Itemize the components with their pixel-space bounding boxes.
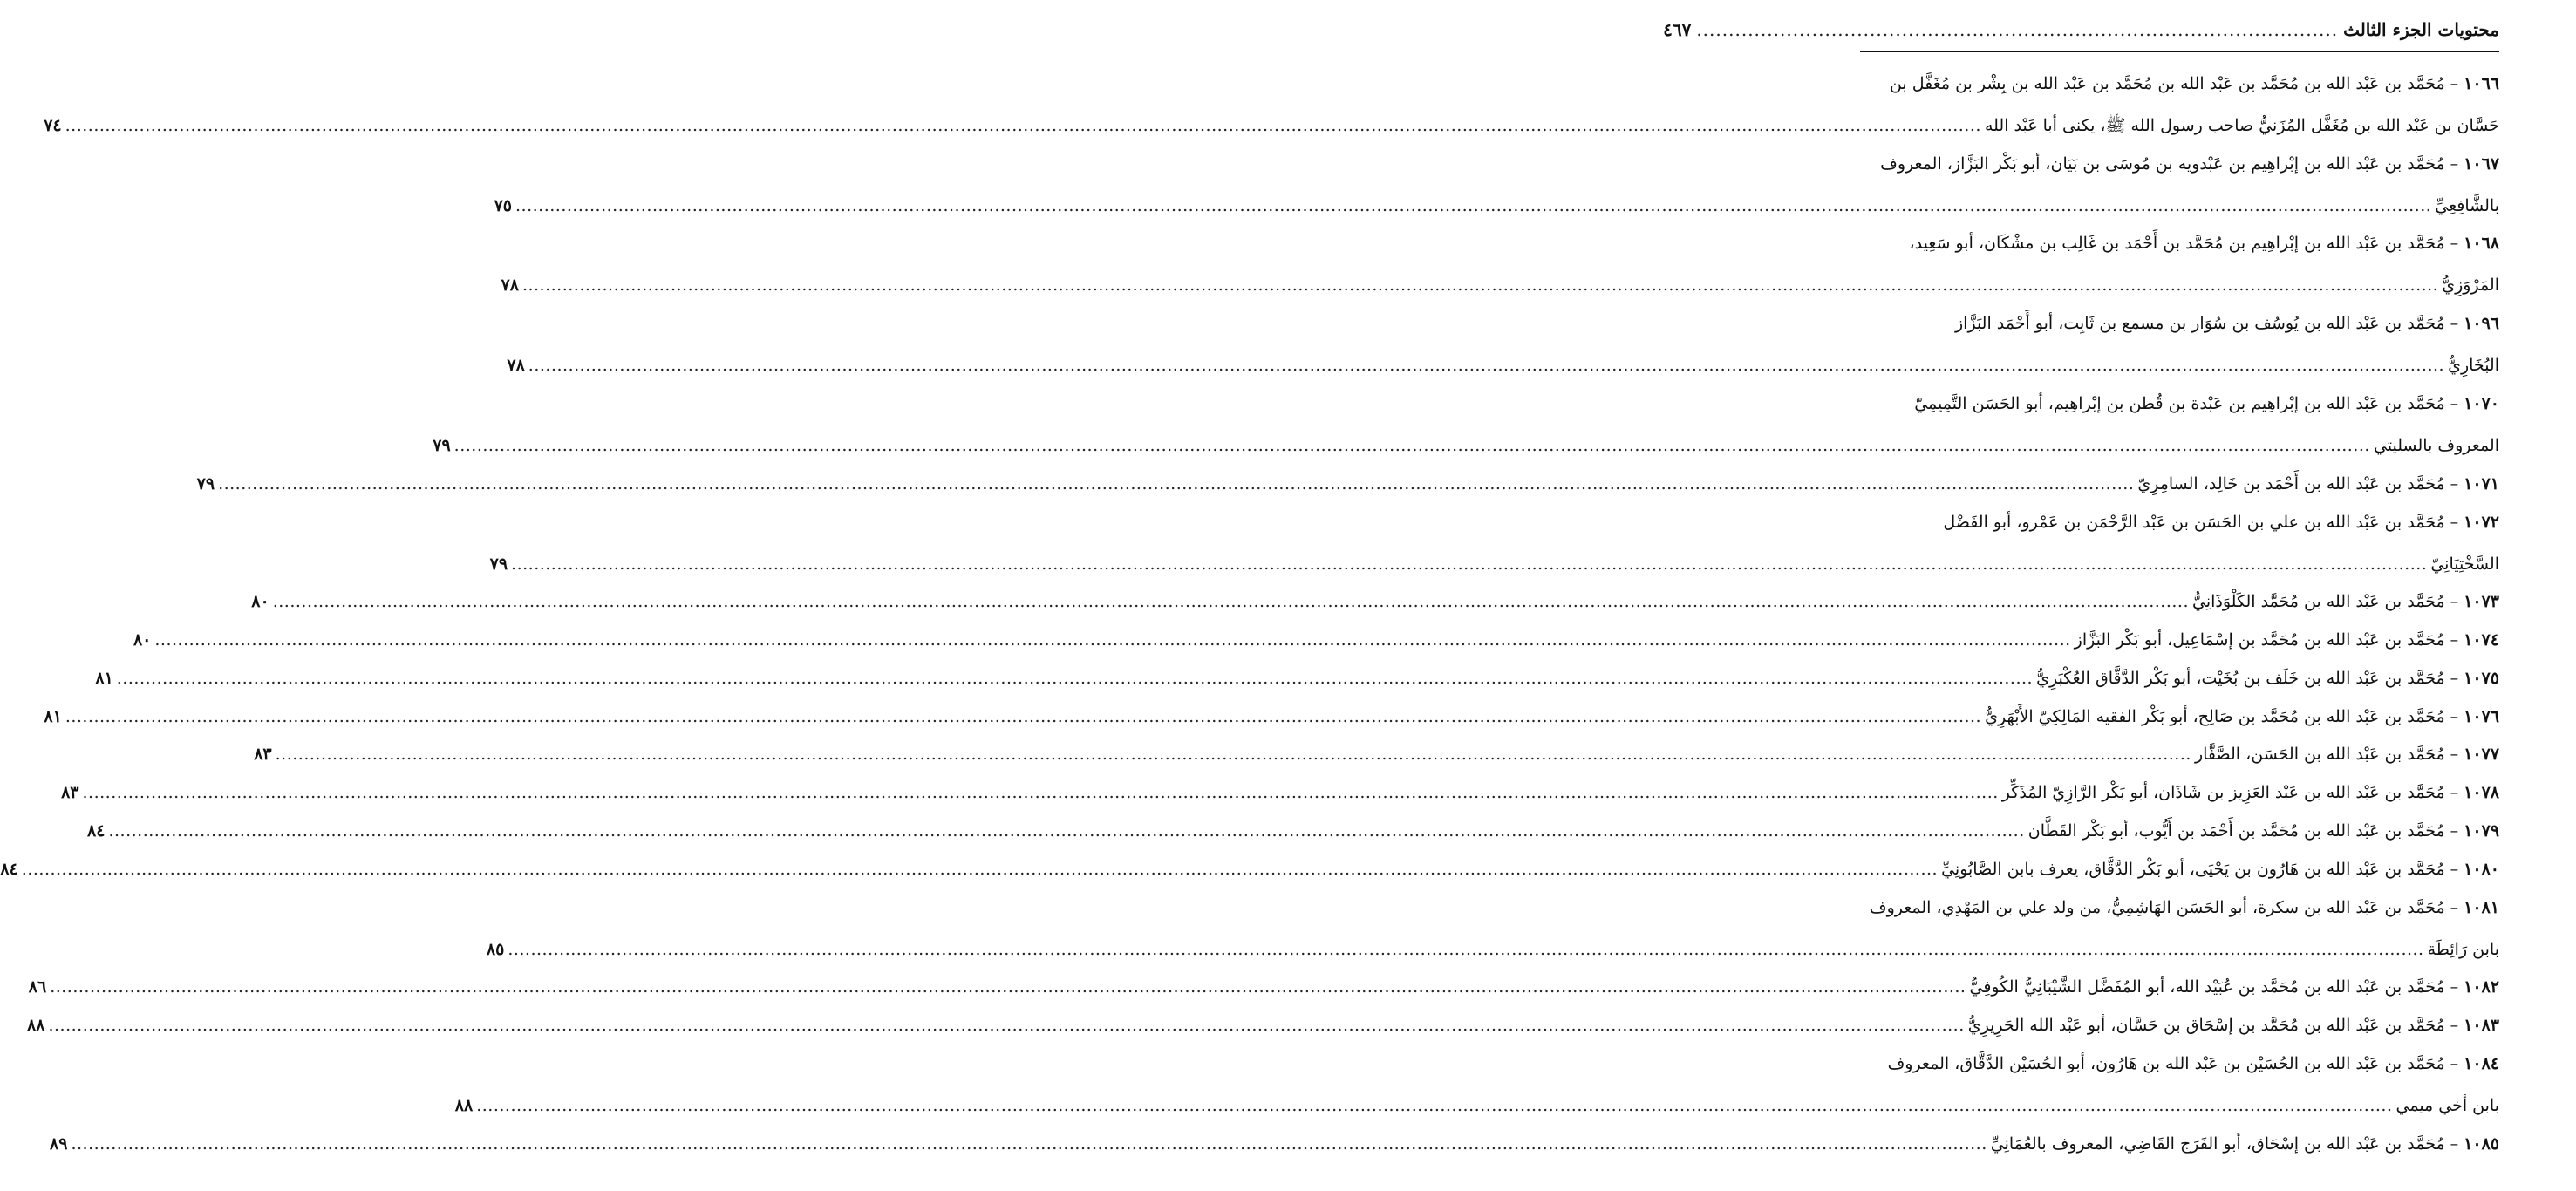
entry-page-number: ٧٨ bbox=[501, 276, 519, 296]
dot-leader bbox=[65, 706, 1981, 727]
toc-entry-continuation-line bbox=[489, 554, 2499, 575]
entry-number: ١٠٨٥ bbox=[2464, 1133, 2499, 1154]
toc-entry-line bbox=[1860, 153, 2499, 174]
entry-page-number: ٨٣ bbox=[61, 783, 79, 803]
dot-leader bbox=[511, 554, 2427, 575]
entry-text: مُحَمَّد بن عَبْد الله بن خَلَف بن بُخَيْت، أبو بَكْر الدَّقَّاق العُكْبَرِيُّ bbox=[2036, 668, 2445, 688]
entry-dash: – bbox=[2450, 1016, 2459, 1036]
entry-page-number: ٨٨ bbox=[454, 1095, 474, 1115]
entry-number: ١٠٧٥ bbox=[2464, 668, 2499, 688]
toc-entry bbox=[28, 969, 2499, 1007]
entry-text: مُحَمَّد بن عَبْد الله بن هَارُون بن يَحْيَى، أبو بَكْر الدَّقَّاق، يعرف بابن الصَّابُونِيِّ bbox=[1941, 859, 2445, 879]
entry-dash: – bbox=[2450, 153, 2459, 174]
entry-dash: – bbox=[2450, 706, 2459, 726]
page-title: محتويات الجزء الثالث bbox=[2343, 19, 2499, 40]
entry-dash: – bbox=[2450, 473, 2459, 493]
entry-number: ١٠٧٧ bbox=[2464, 745, 2499, 765]
entry-page-number: ٨٤ bbox=[0, 859, 18, 879]
toc-entry-continuation-line bbox=[486, 939, 2499, 960]
toc-entry-line bbox=[27, 1015, 2499, 1036]
header-dot-leader: .................................................................................................... bbox=[1696, 19, 2339, 40]
dot-leader bbox=[65, 115, 1981, 136]
toc-entry bbox=[507, 304, 2499, 385]
toc-entry-line bbox=[1860, 233, 2499, 254]
entry-page-number: ٨٤ bbox=[87, 821, 106, 841]
entry-dash: – bbox=[2450, 859, 2459, 879]
entry-dash: – bbox=[2450, 783, 2459, 803]
toc-entry bbox=[501, 225, 2499, 305]
dot-leader bbox=[515, 195, 2431, 216]
dot-leader bbox=[154, 630, 2070, 650]
toc-page bbox=[0, 19, 2499, 1163]
dot-leader bbox=[48, 1015, 1964, 1036]
entry-text: مُحَمَّد بن عَبْد الله بن مُحَمَّد بن عَبْد الله بن مُحَمَّد بن عَبْد الله بن بِشْر بن مُغَفَّل بن bbox=[1889, 73, 2445, 93]
entry-number: ١٠٦٨ bbox=[2464, 234, 2499, 254]
entry-number: ١٠٧٩ bbox=[2464, 821, 2499, 841]
dot-leader bbox=[22, 859, 1938, 880]
toc-entry bbox=[454, 1045, 2499, 1125]
entry-dash: – bbox=[2450, 977, 2459, 997]
entry-text: مُحَمَّد بن عَبْد الله بن يُوسُف بن سُوَار بن مسمع بن ثَابِت، أبو أَحْمَد البَزَّاز bbox=[1955, 314, 2445, 334]
entry-number: ١٠٧٤ bbox=[2464, 630, 2499, 650]
entry-number: ١٠٨١ bbox=[2464, 897, 2499, 917]
dot-leader bbox=[117, 668, 2033, 689]
entry-text-continued: البُخَارِيُّ bbox=[2448, 356, 2499, 376]
entry-text: مُحَمَّد بن عَبْد الله بن عَبْد العَزِيز بن شَاذَان، أبو بَكْر الرَّازِيّ المُذَكِّر bbox=[2001, 783, 2445, 803]
dot-leader bbox=[476, 1095, 2392, 1116]
entry-number: ١٠٧٨ bbox=[2464, 783, 2499, 803]
entry-text-continued: بالشَّافِعِيِّ bbox=[2435, 195, 2499, 215]
entry-dash: – bbox=[2450, 512, 2459, 532]
entry-page-number: ٨١ bbox=[44, 706, 62, 726]
toc-entry-continuation-line bbox=[44, 115, 2499, 136]
entry-text: مُحَمَّد بن عَبْد الله بن إبْراهِيم بن مُحَمَّد بن أَحْمَد بن غَالِب بن مشْكَان، أبو سَعِيد، bbox=[1909, 234, 2445, 254]
toc-entry bbox=[196, 465, 2499, 503]
entry-page-number: ٨٠ bbox=[251, 592, 269, 612]
entry-text: مُحَمَّد بن عَبْد الله بن مُحَمَّد الكَلْوَذَانِيُّ bbox=[2192, 592, 2445, 612]
entry-page-number: ٧٨ bbox=[507, 356, 525, 376]
entry-text: مُحَمَّد بن عَبْد الله بن إبْراهِيم بن عَبْدة بن قُطن بن إبْراهِيم، أبو الحَسَن التَّمِيمِيّ bbox=[1914, 394, 2445, 414]
toc-entry bbox=[95, 659, 2499, 698]
dot-leader bbox=[71, 1133, 1987, 1154]
toc-entry-line bbox=[0, 859, 2499, 880]
page-number: ٤٦٧ bbox=[1663, 19, 1692, 40]
entry-dash: – bbox=[2450, 1133, 2459, 1154]
entry-text: مُحَمَّد بن عَبْد الله بن إبْراهِيم بن عَبْدويه بن مُوسَى بن بَيَان، أبو بَكْر البَزَّاز، المعروف bbox=[1880, 153, 2445, 174]
entry-page-number: ٧٩ bbox=[433, 436, 451, 456]
entry-page-number: ٧٥ bbox=[494, 195, 512, 215]
entry-text-continued: السَّخْتِيَانِيّ bbox=[2430, 554, 2499, 574]
entry-number: ١٠٨٢ bbox=[2464, 977, 2499, 997]
entry-dash: – bbox=[2450, 592, 2459, 612]
entry-page-number: ٨٣ bbox=[254, 745, 272, 765]
entry-page-number: ٧٩ bbox=[489, 554, 508, 574]
toc-entry-line bbox=[28, 977, 2499, 997]
entry-number: ١٠٨٤ bbox=[2464, 1053, 2499, 1073]
entry-number: ١٠٧٣ bbox=[2464, 592, 2499, 612]
entry-dash: – bbox=[2450, 821, 2459, 841]
toc-entry-continuation-line bbox=[494, 195, 2499, 216]
toc-entry-continuation-line bbox=[501, 275, 2499, 296]
toc-entry-line bbox=[133, 630, 2499, 650]
toc-entry bbox=[486, 888, 2499, 969]
entry-dash: – bbox=[2450, 73, 2459, 93]
entry-dash: – bbox=[2450, 668, 2459, 688]
toc-entry bbox=[61, 773, 2499, 812]
entry-text: مُحَمَّد بن عَبْد الله بن إسْحَاق، أبو الفَرَج القَاضِي، المعروف بالعُمَانِيِّ bbox=[1990, 1133, 2445, 1154]
entry-page-number: ٧٩ bbox=[196, 473, 215, 493]
toc-entry-line bbox=[44, 706, 2499, 727]
entry-page-number: ٨٥ bbox=[486, 939, 505, 959]
entry-number: ١٠٧٦ bbox=[2464, 706, 2499, 726]
toc-entry-line bbox=[1860, 897, 2499, 918]
entry-text-continued: المعروف بالسليتي bbox=[2373, 436, 2499, 456]
entry-dash: – bbox=[2450, 234, 2459, 254]
dot-leader bbox=[276, 744, 2191, 765]
toc-entry-line bbox=[1860, 512, 2499, 533]
entry-text: مُحَمَّد بن عَبْد الله بن مُحَمَّد بن إسْحَاق بن حَسَّان، أبو عَبْد الله الحَرِيرِيُّ bbox=[1967, 1016, 2445, 1036]
toc-entry-line bbox=[95, 668, 2499, 689]
entry-page-number: ٨٩ bbox=[50, 1133, 68, 1154]
toc-entry bbox=[50, 1125, 2499, 1163]
entry-text: مُحَمَّد بن عَبْد الله بن الحَسَن، الصَّفَّار bbox=[2194, 745, 2445, 765]
dot-leader bbox=[50, 977, 1966, 997]
entry-number: ١٠٨٣ bbox=[2464, 1016, 2499, 1036]
entry-number: ١٠٦٦ bbox=[2464, 73, 2499, 93]
entry-page-number: ٨٠ bbox=[133, 630, 152, 650]
toc-entry-line bbox=[251, 591, 2499, 612]
entry-dash: – bbox=[2450, 630, 2459, 650]
dot-leader bbox=[522, 275, 2438, 296]
entry-number: ١٠٩٦ bbox=[2464, 314, 2499, 334]
toc-entry bbox=[433, 385, 2499, 465]
toc-entry bbox=[133, 621, 2499, 659]
toc-entry bbox=[44, 65, 2499, 145]
entry-dash: – bbox=[2450, 314, 2459, 334]
dot-leader bbox=[454, 435, 2370, 456]
toc-entry-line bbox=[254, 744, 2499, 765]
entry-text: مُحَمَّد بن عَبْد الله بن الحُسَيْن بن عَبْد الله بن هَارُون، أبو الحُسَيْن الدَّقَّاق، المعروف bbox=[1887, 1053, 2445, 1073]
entry-text: مُحَمَّد بن عَبْد الله بن مُحَمَّد بن عُبَيْد الله، أبو المُفَضَّل الشَّيْبَانِيُّ الكُوفِيُّ bbox=[1969, 977, 2445, 997]
dot-leader bbox=[83, 782, 1999, 803]
entry-dash: – bbox=[2450, 394, 2459, 414]
toc-entry-line bbox=[1860, 393, 2499, 414]
entry-page-number: ٨٨ bbox=[27, 1016, 45, 1036]
entry-dash: – bbox=[2450, 897, 2459, 917]
entry-dash: – bbox=[2450, 745, 2459, 765]
toc-entry-line bbox=[1860, 313, 2499, 334]
toc-entry-continuation-line bbox=[454, 1095, 2499, 1116]
entry-text: مُحَمَّد بن عَبْد الله بن سكرة، أبو الحَسَن الهَاشِمِيُّ، من ولد علي بن المَهْدِي، المعروف bbox=[1869, 897, 2445, 917]
dot-leader bbox=[218, 473, 2134, 494]
toc-entry-line bbox=[61, 782, 2499, 803]
toc-entry bbox=[494, 145, 2499, 225]
toc-entry bbox=[27, 1006, 2499, 1045]
toc-entry-continuation-line bbox=[507, 355, 2499, 376]
toc-entry bbox=[44, 698, 2499, 736]
entry-page-number: ٧٤ bbox=[44, 115, 62, 135]
toc-entry-list bbox=[0, 65, 2499, 1163]
toc-entry bbox=[87, 812, 2499, 850]
toc-entry bbox=[251, 582, 2499, 621]
dot-leader bbox=[108, 820, 2024, 841]
dot-leader bbox=[528, 355, 2444, 376]
entry-number: ١٠٧١ bbox=[2464, 473, 2499, 493]
entry-text: مُحَمَّد بن عَبْد الله بن مُحَمَّد بن أَحْمَد بن أَيُّوب، أبو بَكْر القَطَّان bbox=[2027, 821, 2445, 841]
entry-text-continued: بابن أخي ميمي bbox=[2395, 1095, 2499, 1115]
toc-entry bbox=[489, 503, 2499, 583]
entry-number: ١٠٧٠ bbox=[2464, 394, 2499, 414]
entry-text: مُحَمَّد بن عَبْد الله بن أَحْمَد بن خَالِد، السامِرِيّ bbox=[2137, 473, 2445, 493]
toc-entry-line bbox=[1860, 73, 2499, 94]
entry-text-continued: بابن رَائِطَة bbox=[2427, 939, 2499, 959]
entry-page-number: ٨٦ bbox=[28, 977, 47, 997]
toc-entry bbox=[0, 850, 2499, 888]
dot-leader bbox=[273, 591, 2189, 612]
entry-number: ١٠٧٢ bbox=[2464, 512, 2499, 532]
entry-text: مُحَمَّد بن عَبْد الله بن علي بن الحَسَن بن عَبْد الرَّحْمَن بن عَمْرو، أبو الفَضْل bbox=[1943, 512, 2445, 532]
toc-entry-line bbox=[1860, 1053, 2499, 1074]
entry-text: مُحَمَّد بن عَبْد الله بن مُحَمَّد بن صَالِح، أبو بَكْر الفقيه المَالِكِيّ الأَبْهَرِيُّ bbox=[1985, 706, 2445, 726]
entry-dash: – bbox=[2450, 1053, 2459, 1073]
entry-number: ١٠٦٧ bbox=[2464, 153, 2499, 174]
dot-leader bbox=[508, 939, 2423, 960]
toc-entry-line bbox=[196, 473, 2499, 494]
toc-entry-line bbox=[50, 1133, 2499, 1154]
entry-number: ١٠٨٠ bbox=[2464, 859, 2499, 879]
page-header bbox=[1663, 19, 2499, 52]
entry-text-continued: حَسَّان بن عَبْد الله بن مُغَفَّل المُزَنيُّ صاحب رسول الله ﷺ، يكنى أبا عَبْد الله bbox=[1984, 115, 2499, 135]
toc-entry bbox=[254, 736, 2499, 774]
toc-entry-continuation-line bbox=[433, 435, 2499, 456]
entry-text: مُحَمَّد بن عَبْد الله بن مُحَمَّد بن إسْمَاعِيل، أبو بَكْر البَزَّاز bbox=[2074, 630, 2445, 650]
entry-text-continued: المَرْوَزِيُّ bbox=[2442, 276, 2499, 296]
toc-entry-line bbox=[87, 820, 2499, 841]
entry-page-number: ٨١ bbox=[95, 668, 113, 688]
